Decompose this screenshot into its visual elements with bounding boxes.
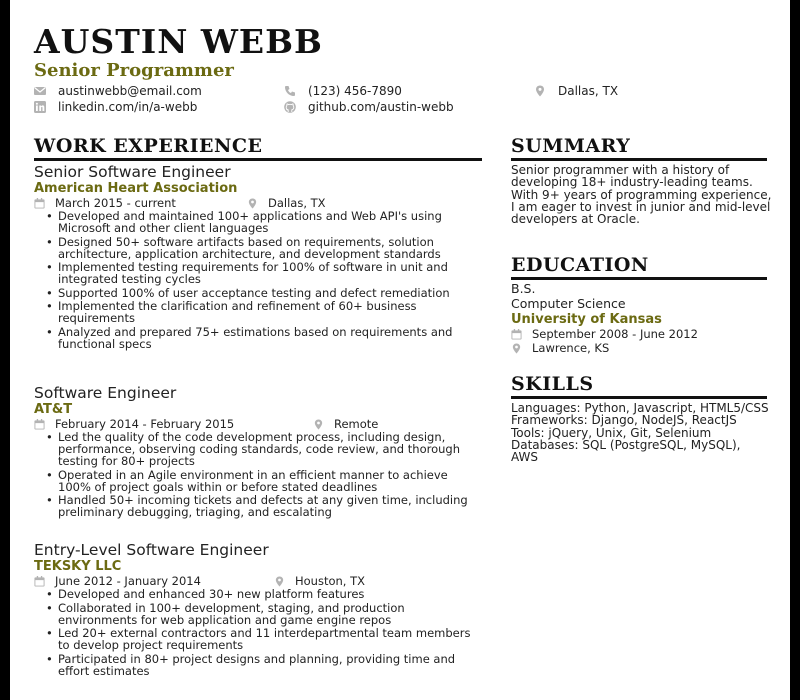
calendar-icon (34, 419, 45, 430)
job-location-text: Houston, TX (295, 574, 366, 588)
list-item: • Collaborated in 100+ development, staging, and production environments for web application and game engine repos (46, 602, 476, 626)
summary-rule (511, 158, 767, 161)
calendar-icon (34, 198, 45, 209)
candidate-name: AUSTIN WEBB (34, 22, 323, 61)
contact-linkedin[interactable] (34, 100, 197, 114)
map-pin-icon (511, 343, 522, 354)
summary-text: Senior programmer with a history of developing 18+ industry-leading teams. With 9+ years of programming experience, I am eager to invest in junior and mid-level developers at Oracle. (511, 163, 772, 227)
education-degree: B.S. (511, 281, 536, 296)
github-icon (284, 101, 296, 113)
work-experience-heading: WORK EXPERIENCE (34, 135, 263, 157)
phone-text: (123) 456-7890 (308, 84, 402, 98)
education-heading: EDUCATION (511, 254, 649, 276)
contact-github[interactable] (284, 100, 454, 114)
job-location-text: Dallas, TX (268, 196, 326, 210)
list-item: • Supported 100% of user acceptance testing and defect remediation (46, 287, 476, 299)
education-location-text: Lawrence, KS (532, 341, 610, 355)
job-title: Senior Software Engineer (34, 163, 231, 181)
list-item: • Developed and maintained 100+ applications and Web API's using Microsoft and other client languages (46, 210, 476, 234)
job-dates (34, 196, 176, 210)
job-location (274, 574, 365, 588)
candidate-title: Senior Programmer (34, 60, 234, 81)
job-dates-text: February 2014 - February 2015 (55, 417, 235, 431)
skills-heading: SKILLS (511, 373, 594, 395)
work-experience-rule (34, 158, 482, 161)
resume-page (10, 0, 790, 700)
summary-heading: SUMMARY (511, 135, 631, 157)
job-location (247, 196, 326, 210)
skills-languages: Languages: Python, Javascript, HTML5/CSS (511, 401, 769, 415)
education-dates-text: September 2008 - June 2012 (532, 327, 698, 341)
job-company: American Heart Association (34, 181, 238, 196)
skills-list (511, 402, 769, 463)
list-item: • Handled 50+ incoming tickets and defects at any given time, including preliminary debugging, triaging, and escalating (46, 494, 476, 518)
list-item: • Led 20+ external contractors and 11 interdepartmental team members to develop project requirements (46, 627, 476, 651)
job-company: TEKSKY LLC (34, 559, 122, 574)
education-field: Computer Science (511, 296, 626, 311)
skills-rule (511, 396, 767, 399)
job-dates (34, 574, 201, 588)
list-item: • Participated in 80+ project designs and planning, providing time and effort estimates (46, 653, 476, 677)
location-text: Dallas, TX (558, 84, 619, 98)
contact-phone[interactable] (284, 84, 402, 98)
calendar-icon (511, 329, 522, 340)
education-location (511, 341, 609, 355)
map-pin-icon (534, 85, 546, 97)
job-dates-text: March 2015 - current (55, 196, 176, 210)
job-title: Software Engineer (34, 384, 177, 402)
education-rule (511, 277, 767, 280)
calendar-icon (34, 576, 45, 587)
list-item: • Operated in an Agile environment in an efficient manner to achieve 100% of project goals within or before stated deadlines (46, 469, 476, 493)
job-dates (34, 417, 234, 431)
skills-tools: Tools: jQuery, Unix, Git, Selenium (511, 425, 712, 440)
phone-icon (284, 85, 296, 97)
github-text: github.com/austin-webb (308, 100, 454, 114)
contact-location (534, 84, 618, 98)
job-location-text: Remote (334, 417, 379, 431)
email-text: austinwebb@email.com (58, 84, 202, 98)
skills-frameworks: Frameworks: Django, NodeJS, ReactJS (511, 413, 737, 428)
job-location (313, 417, 378, 431)
list-item: • Implemented testing requirements for 100% of software in unit and integrated testing cycles (46, 261, 476, 285)
map-pin-icon (247, 198, 258, 209)
list-item: • Implemented the clarification and refinement of 60+ business requirements (46, 300, 476, 324)
linkedin-text: linkedin.com/in/a-webb (58, 100, 198, 114)
skills-databases: Databases: SQL (PostgreSQL, MySQL), AWS (511, 437, 741, 465)
job-bullets (46, 431, 476, 520)
list-item: • Developed and enhanced 30+ new platform features (46, 588, 476, 600)
job-title: Entry-Level Software Engineer (34, 541, 269, 559)
list-item: • Led the quality of the code development process, including design, performance, observing coding standards, code review, and thorough testing for 80+ projects (46, 431, 476, 467)
list-item: • Designed 50+ software artifacts based on requirements, solution architecture, application architecture, and development standards (46, 236, 476, 260)
list-item: • Analyzed and prepared 75+ estimations based on requirements and functional specs (46, 326, 476, 350)
job-bullets (46, 210, 476, 352)
map-pin-icon (313, 419, 324, 430)
contact-email[interactable] (34, 84, 202, 98)
linkedin-icon (34, 101, 46, 113)
education-school: University of Kansas (511, 312, 662, 327)
job-bullets (46, 588, 476, 678)
job-company: AT&T (34, 402, 73, 417)
job-dates-text: June 2012 - January 2014 (55, 574, 201, 588)
education-dates (511, 327, 698, 341)
envelope-icon (34, 85, 46, 97)
map-pin-icon (274, 576, 285, 587)
